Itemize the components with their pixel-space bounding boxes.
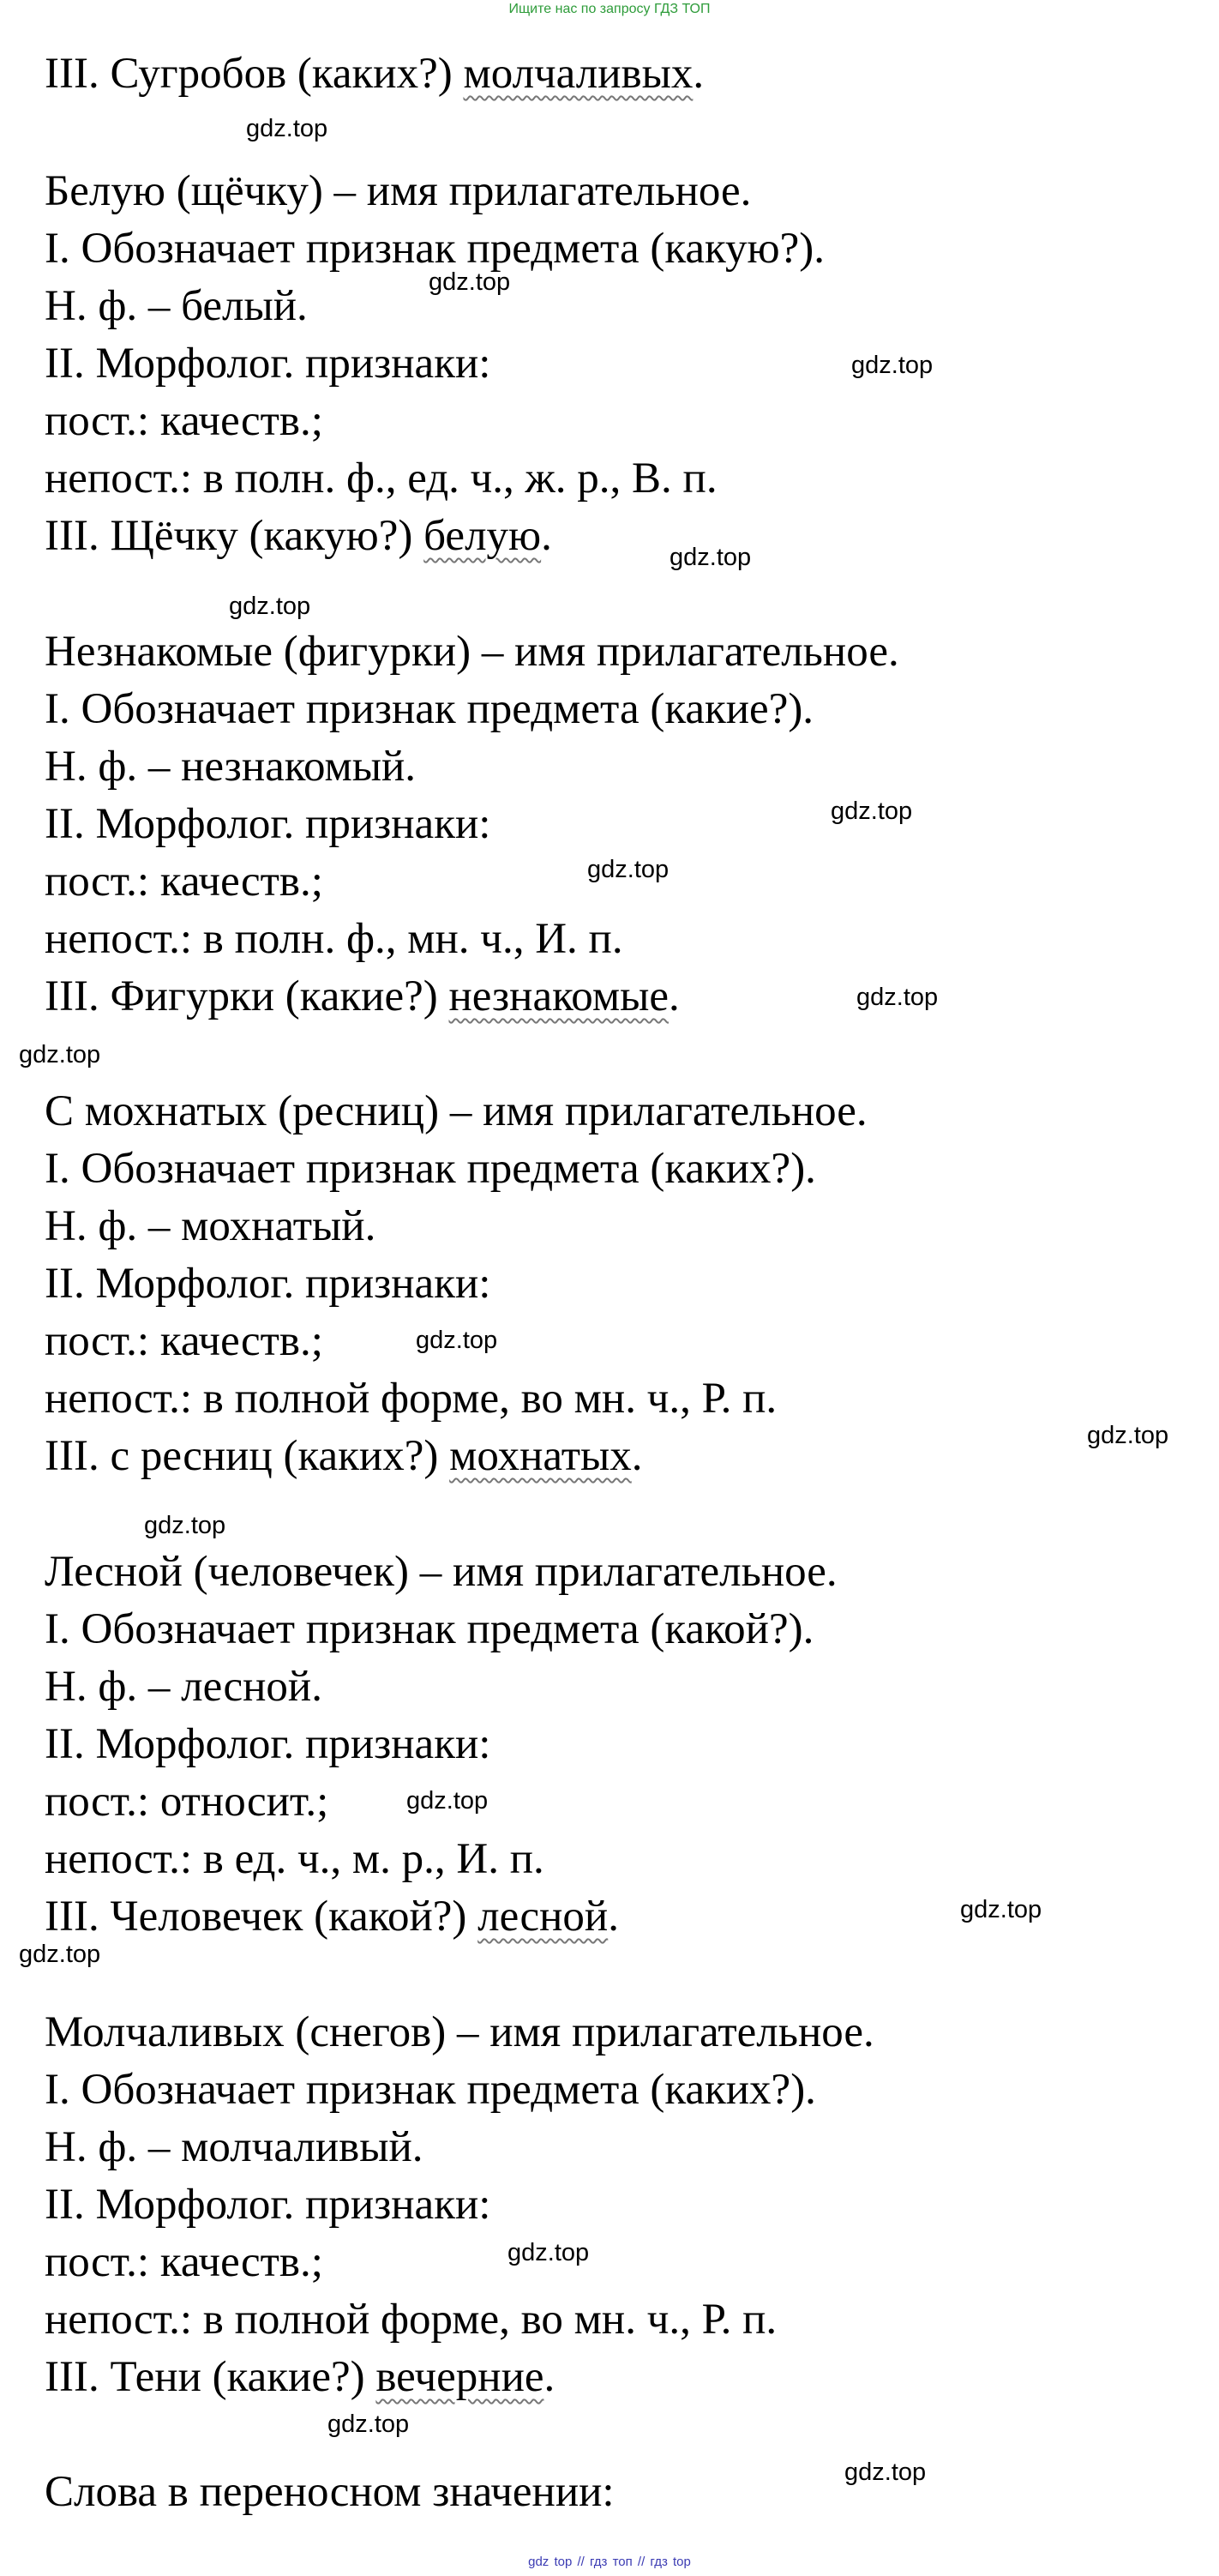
watermark: gdz.top (587, 856, 670, 883)
text-line: Н. ф. – белый. (45, 282, 308, 330)
text-line: непост.: в полн. ф., ед. ч., ж. р., В. п. (45, 454, 718, 503)
text-line: пост.: качеств.; (45, 1317, 323, 1365)
watermark: gdz.top (844, 2459, 927, 2486)
text-line: пост.: качеств.; (45, 2238, 323, 2286)
text-line: I. Обозначает признак предмета (какой?). (45, 1605, 814, 1653)
footer-links[interactable]: gdz top // гдз топ // гдз top (528, 2555, 691, 2569)
answer-word: лесной (477, 1893, 609, 1941)
text-line: I. Обозначает признак предмета (какие?). (45, 685, 814, 733)
text-line: II. Морфолог. признаки: (45, 340, 491, 388)
watermark: gdz.top (229, 593, 311, 620)
watermark: gdz.top (831, 797, 913, 825)
text-line: пост.: качеств.; (45, 858, 323, 906)
text-line: Н. ф. – молчаливый. (45, 2123, 423, 2171)
text-line: I. Обозначает признак предмета (каких?). (45, 1145, 816, 1193)
answer-word: вечерние (375, 2353, 544, 2401)
watermark: gdz.top (19, 1041, 101, 1068)
text-line: непост.: в полной форме, во мн. ч., Р. п. (45, 2296, 778, 2344)
text-line: Н. ф. – мохнатый. (45, 1202, 376, 1250)
watermark: gdz.top (327, 2410, 410, 2438)
text-line: С мохнатых (ресниц) – имя прилагательное. (45, 1087, 868, 1135)
text-line: Н. ф. – незнакомый. (45, 743, 417, 791)
answer-word: незнакомые (448, 972, 670, 1020)
watermark: gdz.top (144, 1512, 226, 1539)
text-line: Молчаливых (снегов) – имя прилагательное. (45, 2008, 874, 2056)
watermark: gdz.top (507, 2239, 590, 2266)
watermark: gdz.top (670, 544, 752, 571)
text-line: III. Щёчку (какую?) белую. (45, 512, 552, 560)
text-line: непост.: в ед. ч., м. р., И. п. (45, 1835, 544, 1883)
text-line: III. Сугробов (каких?) молчаливых. (45, 50, 705, 98)
text-line: II. Морфолог. признаки: (45, 800, 491, 848)
text-line: II. Морфолог. признаки: (45, 1720, 491, 1768)
text-line: III. Фигурки (какие?) незнакомые. (45, 972, 680, 1020)
text-line: непост.: в полной форме, во мн. ч., Р. п. (45, 1375, 778, 1423)
watermark: gdz.top (856, 984, 939, 1011)
watermark: gdz.top (960, 1896, 1042, 1923)
watermark: gdz.top (429, 268, 511, 296)
text-line: Незнакомые (фигурки) – имя прилагательное. (45, 628, 899, 676)
text-line: III. Тени (какие?) вечерние. (45, 2353, 555, 2401)
watermark: gdz.top (19, 1941, 101, 1968)
text-line: непост.: в полн. ф., мн. ч., И. п. (45, 915, 623, 963)
text-line: I. Обозначает признак предмета (какую?). (45, 225, 826, 273)
text-line: Белую (щёчку) – имя прилагательное. (45, 167, 752, 215)
watermark: gdz.top (1087, 1422, 1169, 1449)
text-line: Слова в переносном значении: (45, 2468, 615, 2516)
text-line: III. Человечек (какой?) лесной. (45, 1893, 619, 1941)
answer-word: молчаливых (463, 50, 694, 98)
text-line: III. с ресниц (каких?) мохнатых. (45, 1432, 643, 1480)
top-banner[interactable]: Ищите нас по запросу ГДЗ ТОП (508, 2, 711, 16)
text-line: Н. ф. – лесной. (45, 1663, 322, 1711)
text-line: I. Обозначает признак предмета (каких?). (45, 2066, 816, 2114)
text-line: пост.: качеств.; (45, 397, 323, 445)
watermark: gdz.top (406, 1787, 489, 1815)
answer-word: белую (423, 512, 542, 560)
answer-word: мохнатых (449, 1432, 632, 1480)
text-line: II. Морфолог. признаки: (45, 2181, 491, 2229)
watermark: gdz.top (416, 1327, 498, 1354)
watermark: gdz.top (246, 115, 328, 142)
text-line: II. Морфолог. признаки: (45, 1260, 491, 1308)
watermark: gdz.top (851, 352, 934, 379)
text-line: пост.: относит.; (45, 1778, 329, 1826)
text-line: Лесной (человечек) – имя прилагательное. (45, 1548, 838, 1596)
